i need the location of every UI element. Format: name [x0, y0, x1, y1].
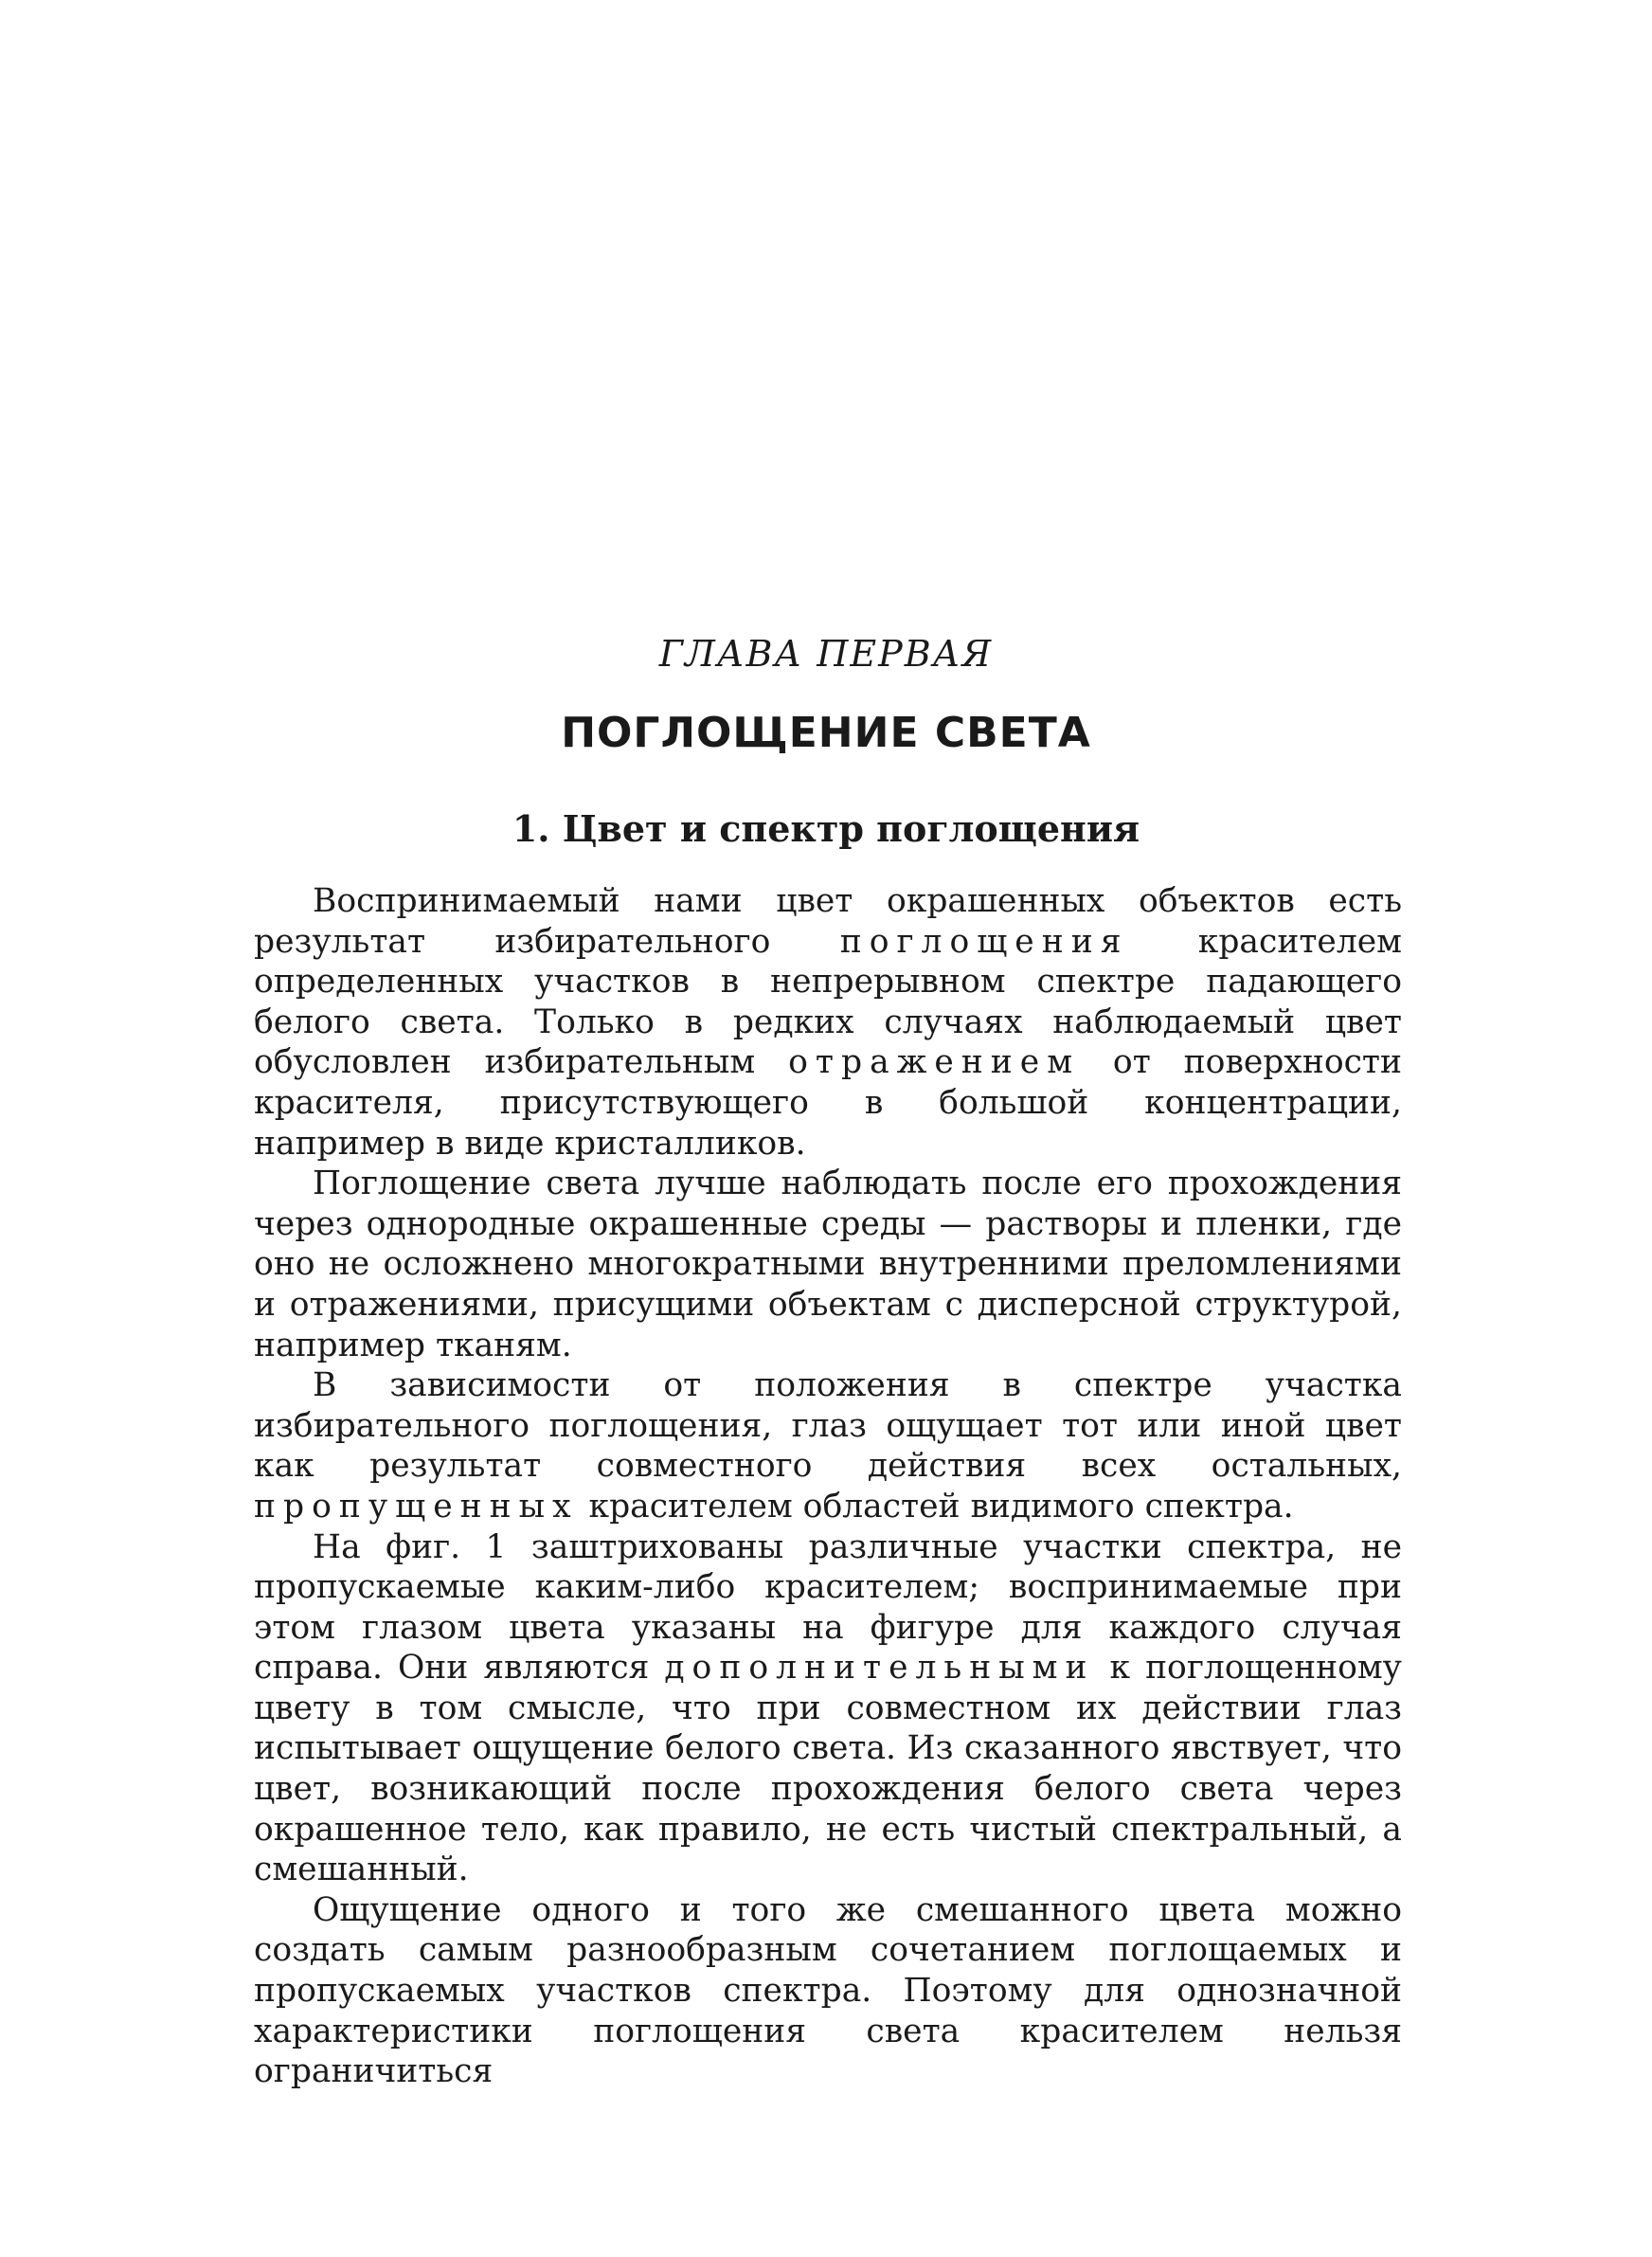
paragraph-3-part-a: В зависимости от положения в спектре участка избирательного поглощения, глаз ощущает тот или иной цвет как результат совместного действия всех остальных,: [254, 1366, 1402, 1486]
paragraph-1-part-c: красителем определенных участков в непрерывном спектре падающего белого света. Только в редких случаях наблюдаемый цвет обусловлен избирательным: [254, 922, 1402, 1082]
chapter-title: ПОГЛОЩЕНИЕ СВЕТА: [561, 709, 1091, 757]
paragraph-5: Ощущение одного и того же смешанного цвета можно создать самым разнообразным сочетанием поглощаемых и пропускаемых участков спектра. Поэтому для однозначной характеристики поглощения света красителем нельзя ограничиться: [254, 1890, 1402, 2091]
paragraph-1-part-e: от поверхности красителя, присутствующего в большой концентрации, например в виде кристалликов.: [254, 1043, 1402, 1163]
paragraph-3-part-c: красителем областей видимого спектра.: [578, 1487, 1294, 1526]
emphasis-complementary: дополнительными: [664, 1649, 1095, 1688]
body-text: [254, 881, 1402, 2092]
emphasis-transmitted: пропущенных: [254, 1487, 579, 1526]
paragraph-1: [254, 881, 1402, 1164]
emphasis-absorption: поглощения: [839, 922, 1129, 961]
chapter-label: ГЛАВА ПЕРВАЯ: [658, 633, 994, 675]
emphasis-reflection: отражением: [788, 1043, 1081, 1082]
paragraph-1-part-a: Воспринимаемый нами цвет окрашенных объектов есть результат избирательного: [254, 882, 1402, 961]
paragraph-3: [254, 1365, 1402, 1526]
paragraph-2: Поглощение света лучше наблюдать после его прохождения через однородные окрашенные среды — растворы и пленки, где оно не осложнено многократными внутренними преломлениями и отражениями, присущими объектам с дисперсной структурой, например тканям.: [254, 1165, 1402, 1364]
paragraph-4-part-c: к поглощенному цвету в том смысле, что при совместном их действии глаз испытывает ощущение белого света. Из сказанного явствует, что цвет, возникающий после прохождения белого света через окрашенное тело, как правило, не есть чистый спектральный, а смешанный.: [254, 1649, 1402, 1889]
section-title: 1. Цвет и спектр поглощения: [512, 807, 1140, 850]
paragraph-4-part-a: На фиг. 1 заштрихованы различные участки спектра, не пропускаемые каким-либо красителем; воспринимаемые при этом глазом цвета указаны на фигуре для каждого случая справа. Они являются: [254, 1527, 1402, 1688]
paragraph-4: [254, 1527, 1402, 1890]
